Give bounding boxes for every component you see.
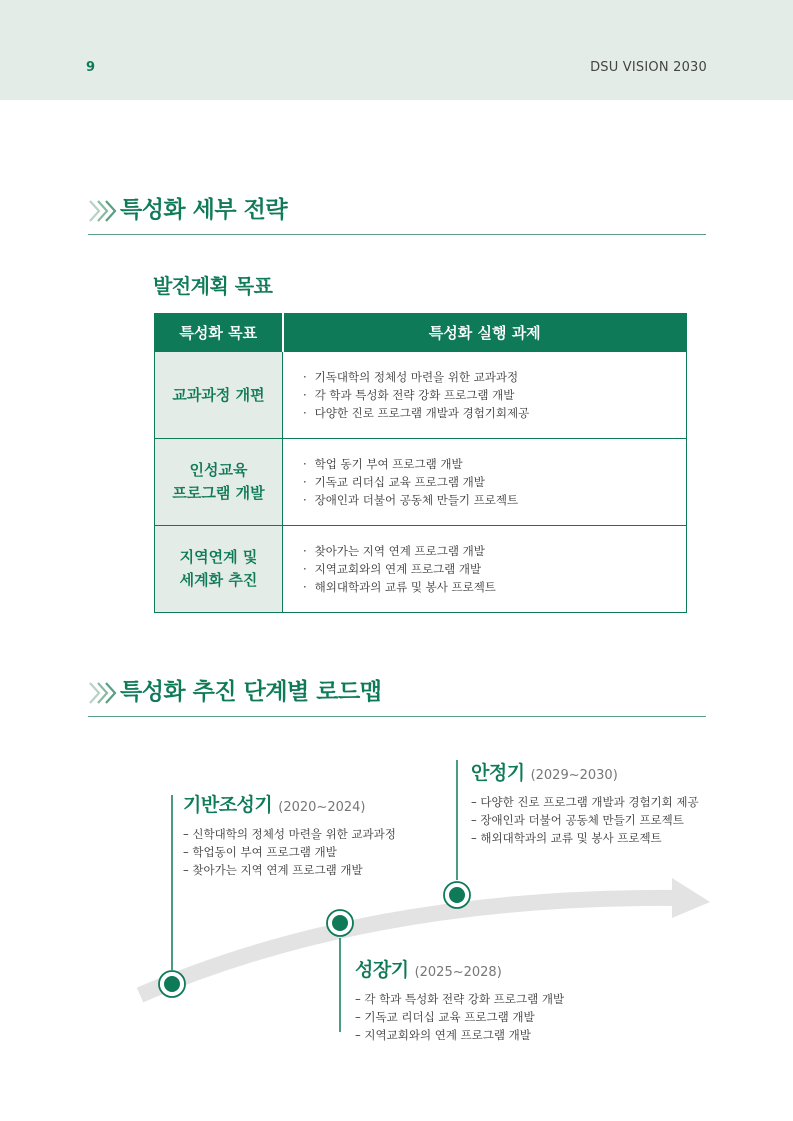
triple-chevron-icon — [88, 198, 118, 224]
stage-period: (2025~2028) — [414, 965, 502, 980]
table-header-row — [155, 314, 687, 352]
stage-marker — [327, 910, 353, 936]
triple-chevron-icon — [88, 680, 118, 706]
plan-subtitle: 발전계획 목표 — [153, 274, 273, 298]
stage-name: 성장기 — [355, 959, 409, 981]
stage-item: – 지역교회와의 연계 프로그램 개발 — [355, 1026, 564, 1044]
stage-item: – 신학대학의 정체성 마련을 위한 교과과정 — [183, 825, 396, 843]
stage-item: – 해외대학과의 교류 및 봉사 프로젝트 — [471, 829, 699, 847]
plan-table — [154, 313, 687, 613]
table-row — [155, 526, 687, 613]
task-item: · 찾아가는 지역 연계 프로그램 개발 — [303, 542, 686, 560]
task-item: · 지역교회와의 연계 프로그램 개발 — [303, 560, 686, 578]
section-title-text: 특성화 추진 단계별 로드맵 — [120, 679, 382, 705]
task-item: · 기독대학의 정체성 마련을 위한 교과과정 — [303, 368, 686, 386]
task-item: · 장애인과 더불어 공동체 만들기 프로젝트 — [303, 491, 686, 509]
page-number: 9 — [86, 60, 96, 75]
running-title: DSU VISION 2030 — [590, 60, 707, 75]
table-row — [155, 439, 687, 526]
stage-marker — [444, 882, 470, 908]
section-title-roadmap — [88, 677, 706, 717]
task-item: · 학업 동기 부여 프로그램 개발 — [303, 455, 686, 473]
goal-line: 세계화 추진 — [179, 571, 258, 589]
task-item: · 각 학과 특성화 전략 강화 프로그램 개발 — [303, 386, 686, 404]
goal-line: 인성교육 — [189, 461, 248, 479]
stage-item: – 찾아가는 지역 연계 프로그램 개발 — [183, 861, 396, 879]
stage-period: (2029~2030) — [530, 768, 618, 783]
stage-stability — [471, 758, 699, 847]
task-item: · 다양한 진로 프로그램 개발과 경험기회제공 — [303, 404, 686, 422]
tasks-cell — [283, 439, 687, 526]
section-title-strategy — [88, 195, 706, 235]
stage-item: – 학업동이 부여 프로그램 개발 — [183, 843, 396, 861]
tasks-cell — [283, 526, 687, 613]
stage-item: – 다양한 진로 프로그램 개발과 경험기회 제공 — [471, 793, 699, 811]
stage-marker — [159, 971, 185, 997]
section-title-text: 특성화 세부 전략 — [120, 197, 288, 223]
stage-growth — [355, 955, 564, 1044]
table-header-goal: 특성화 목표 — [155, 314, 283, 352]
table-header-tasks: 특성화 실행 과제 — [283, 314, 687, 352]
header-band — [0, 0, 793, 100]
tasks-cell — [283, 352, 687, 439]
stage-name: 기반조성기 — [183, 794, 273, 816]
stage-item: – 기독교 리더십 교육 프로그램 개발 — [355, 1008, 564, 1026]
stage-name: 안정기 — [471, 762, 525, 784]
stage-period: (2020~2024) — [278, 800, 366, 815]
goal-line: 교과과정 개편 — [172, 385, 265, 404]
goal-cell — [155, 439, 283, 526]
stage-item: – 각 학과 특성화 전략 강화 프로그램 개발 — [355, 990, 564, 1008]
goal-cell — [155, 352, 283, 439]
stage-foundation — [183, 790, 396, 879]
task-item: · 해외대학과의 교류 및 봉사 프로젝트 — [303, 578, 686, 596]
goal-line: 지역연계 및 — [179, 548, 258, 566]
stage-item: – 장애인과 더불어 공동체 만들기 프로젝트 — [471, 811, 699, 829]
task-item: · 기독교 리더십 교육 프로그램 개발 — [303, 473, 686, 491]
goal-cell — [155, 526, 283, 613]
roadmap-arrow-head — [672, 878, 710, 918]
goal-line: 프로그램 개발 — [172, 484, 265, 502]
table-row — [155, 352, 687, 439]
